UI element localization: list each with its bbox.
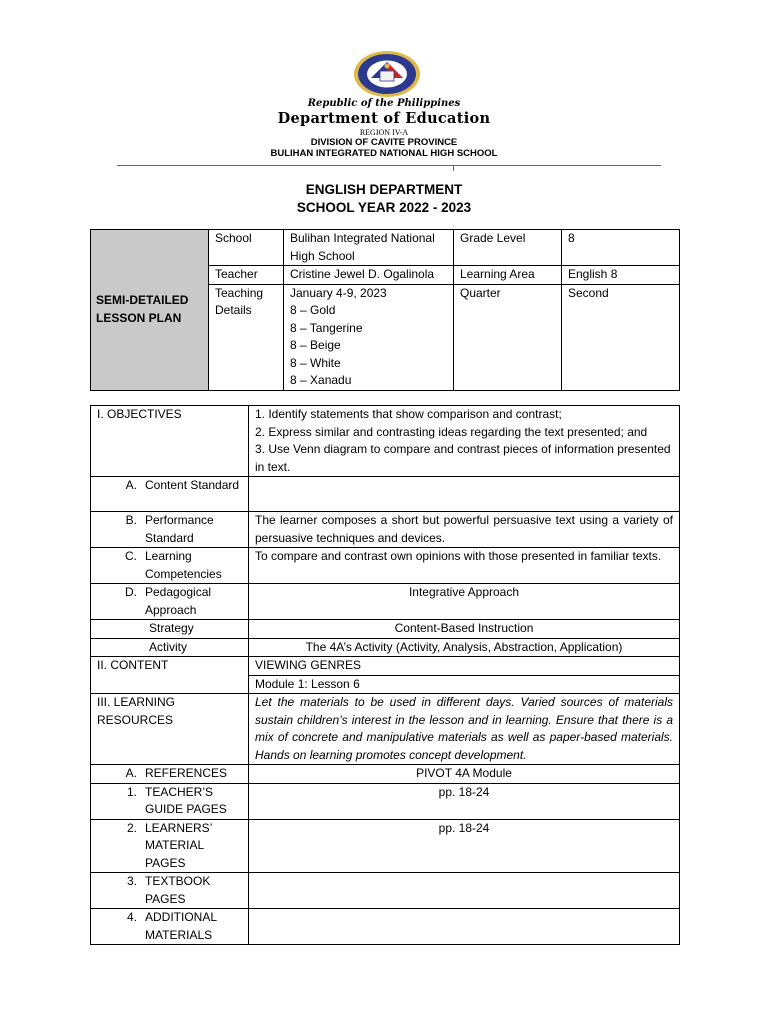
item-number: A. — [125, 478, 137, 492]
learning-area-value: English 8 — [562, 266, 680, 285]
teaching-details-label: Teaching Details — [209, 284, 284, 390]
activity-label — [91, 638, 249, 657]
learner-material-value: pp. 18-24 — [249, 819, 680, 873]
objectives-label: I. OBJECTIVES — [91, 406, 249, 477]
detail-line: 8 – Beige — [290, 338, 341, 352]
school-label: School — [209, 230, 284, 266]
content-label: II. CONTENT — [91, 657, 249, 694]
detail-line: 8 – Tangerine — [290, 320, 363, 335]
additional-materials-value — [249, 909, 680, 945]
item-label: LEARNERS’ MATERIAL PAGES — [145, 820, 212, 870]
item-number: C. — [125, 549, 137, 563]
content-topic: VIEWING GENRES — [249, 657, 680, 676]
item-label: Pedagogical Approach — [145, 585, 212, 617]
item-label: TEXTBOOK PAGES — [145, 874, 211, 906]
textbook-label — [91, 873, 249, 909]
item-number: D. — [125, 585, 137, 599]
teacher-guide-value: pp. 18-24 — [249, 783, 680, 819]
teacher-label: Teacher — [209, 266, 284, 285]
item-label: Performance Standard — [145, 513, 214, 545]
school-year-title: SCHOOL YEAR 2022 - 2023 — [296, 200, 472, 215]
grade-level-label: Grade Level — [454, 230, 562, 266]
item-label: Learning Competencies — [145, 549, 222, 581]
detail-line: 8 – White — [290, 355, 341, 370]
textbook-value — [249, 873, 680, 909]
department-line: Department of Education — [277, 110, 491, 127]
item-label: REFERENCES — [145, 766, 228, 780]
strategy-value: Content-Based Instruction — [249, 620, 680, 639]
detail-line: January 4-9, 2023 — [290, 285, 387, 300]
additional-materials-label — [91, 909, 249, 945]
quarter-label: Quarter — [454, 284, 562, 390]
item-label: Strategy — [149, 621, 194, 635]
learner-material-label — [91, 819, 249, 873]
deped-seal-logo — [353, 50, 421, 98]
item-label: Content Standard — [145, 478, 240, 492]
item-label: TEACHER’S GUIDE PAGES — [145, 784, 227, 816]
quarter-value: Second — [562, 284, 680, 390]
pedagogical-approach-label — [91, 584, 249, 620]
references-label — [91, 765, 249, 784]
learning-competencies-value: To compare and contrast own opinions with those presented in familiar texts. — [249, 548, 680, 584]
item-label: ADDITIONAL MATERIALS — [145, 910, 217, 942]
performance-standard-label — [91, 512, 249, 548]
division-line: DIVISION OF CAVITE PROVINCE — [310, 137, 458, 148]
learning-resources-label: III. LEARNING RESOURCES — [91, 694, 249, 765]
header-divider-tick — [453, 165, 454, 171]
item-number: 4. — [126, 910, 137, 924]
performance-standard-value: The learner composes a short but powerful persuasive text using a variety of persuasive techniques and devices. — [249, 512, 680, 548]
teacher-guide-label — [91, 783, 249, 819]
header-divider — [117, 165, 661, 166]
lesson-info-table — [90, 229, 680, 391]
objective-item: 3. Use Venn diagram to compare and contrast pieces of information presented in text. — [255, 442, 671, 474]
objective-item: 2. Express similar and contrasting ideas regarding the text presented; and — [255, 424, 648, 439]
lesson-plan-table — [90, 405, 680, 945]
item-number: B. — [125, 513, 137, 527]
activity-value: The 4A’s Activity (Activity, Analysis, Abstraction, Application) — [249, 638, 680, 657]
item-number: A. — [125, 766, 137, 780]
letterhead — [0, 0, 768, 172]
content-standard-label — [91, 477, 249, 512]
item-label: Activity — [149, 639, 188, 654]
region-line: REGION IV-A — [359, 128, 409, 137]
school-name-line: BULIHAN INTEGRATED NATIONAL HIGH SCHOOL — [270, 148, 498, 159]
department-title: ENGLISH DEPARTMENT — [305, 182, 463, 197]
learning-resources-note: Let the materials to be used in different days. Varied sources of materials sustain children’s interest in the lesson and in learning. Ensure that there is a mix of concrete and manipulative materials as well as paper-based materials. Hands on learning promotes concept development. — [249, 694, 680, 765]
objective-item: 1. Identify statements that show comparison and contrast; — [255, 407, 562, 421]
item-number: 1. — [126, 784, 137, 799]
teaching-details-value — [284, 284, 454, 390]
content-module: Module 1: Lesson 6 — [249, 675, 680, 694]
item-number: 3. — [126, 874, 137, 888]
item-number: 2. — [126, 820, 137, 835]
content-standard-value — [249, 477, 680, 512]
lesson-plan-type: SEMI-DETAILED LESSON PLAN — [91, 230, 209, 391]
learning-competencies-label — [91, 548, 249, 584]
teacher-value: Cristine Jewel D. Ogalinola — [284, 266, 454, 285]
objectives-list — [249, 406, 680, 477]
references-value: PIVOT 4A Module — [249, 765, 680, 784]
pedagogical-approach-value: Integrative Approach — [249, 584, 680, 620]
school-value: Bulihan Integrated National High School — [284, 230, 454, 266]
strategy-label — [91, 620, 249, 639]
grade-level-value: 8 — [562, 230, 680, 266]
republic-line: Republic of the Philippines — [307, 98, 461, 109]
detail-line: 8 – Gold — [290, 303, 336, 317]
learning-area-label: Learning Area — [454, 266, 562, 285]
detail-line: 8 – Xanadu — [290, 373, 352, 387]
